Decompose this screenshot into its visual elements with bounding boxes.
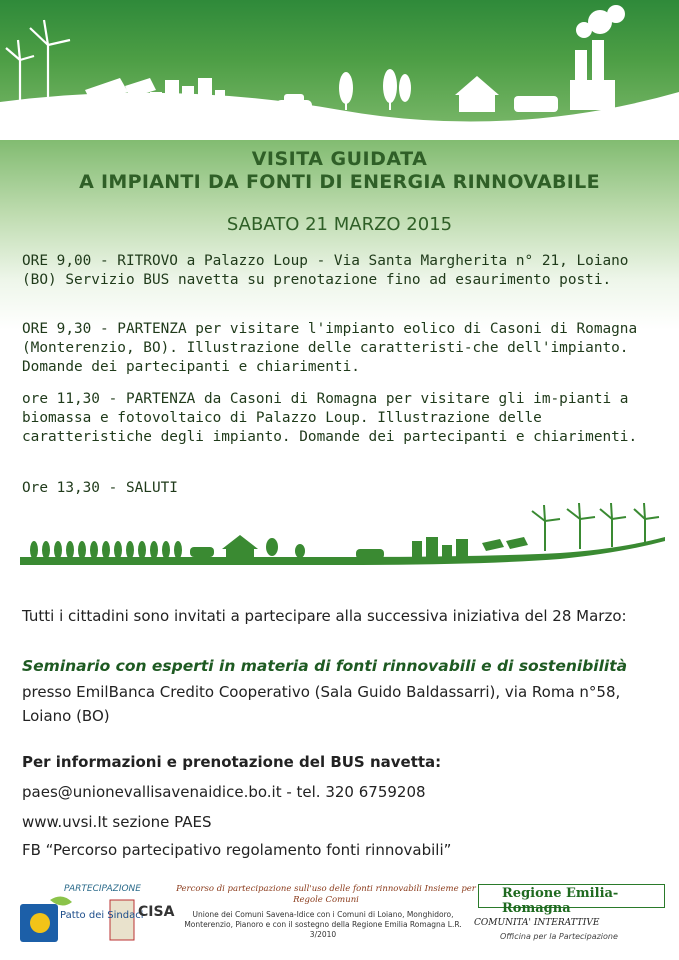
contact-heading: Per informazioni e prenotazione del BUS navetta: [22,753,442,771]
house-icon [222,535,258,558]
patto-title: PARTECIPAZIONE [64,884,141,894]
car-icon [276,94,312,112]
program-item-wind-visit: ORE 9,30 - PARTENZA per visitare l'impianto eolico di Casoni di Romagna (Monterenzio, BO). Illustrazione delle caratteristi-che dell'impianto. Domande dei partecipanti e chiarimenti. [22,321,638,375]
contact-email-phone[interactable]: paes@unionevallisavenaidice.bo.it - tel. 320 6759208 [22,783,426,801]
factory-icon [570,5,625,110]
car-icon [356,549,384,559]
house-icon [455,76,499,112]
program-item-meeting: ORE 9,00 - RITROVO a Palazzo Loup - Via Santa Margherita n° 21, Loiano (BO) Servizio BUS navetta su prenotazione fino ad esaurimento posti. [22,253,629,288]
building-icon [412,537,468,559]
program-item-biomass-visit: ore 11,30 - PARTENZA da Casoni di Romagna per visitare gli im-pianti a biomassa e fotovoltaico di Palazzo Loup. Illustrazione delle caratteristiche degli impianto. Domande dei partecipanti e chiarimenti. [22,391,638,445]
patto-name: Patto dei Sindaci [60,910,144,921]
wind-turbine-icon [6,20,70,102]
tree-icon [295,544,305,558]
solar-panel-icon [482,537,528,551]
green-landscape-divider [0,495,679,595]
unione-text: Unione dei Comuni Savena-Idice con i Comuni di Loiano, Monghidoro, Monterenzio, Pianoro e con il sostegno della Regione Emilia Romagna L.R. 3/2010 [184,910,462,939]
comunita-interattive-logo: COMUNITA' INTERATTIVE [474,918,600,928]
cisa-logo: CISA [138,904,175,920]
tree-icon [266,538,278,556]
program-item-closing: Ore 13,30 - SALUTI [22,480,178,496]
event-subtitle: A IMPIANTI DA FONTI DI ENERGIA RINNOVABILE [79,171,600,193]
seminar-title: Seminario con esperti in materia di fonti rinnovabili e di sostenibilità [22,657,628,675]
renewable-skyline-illustration [0,0,679,140]
percorso-text: Percorso di partecipazione sull'uso delle fonti rinnovabili Insieme per Regole Comuni [176,884,476,905]
regione-emilia-romagna-logo: Regione Emilia-Romagna [502,886,619,916]
website-link[interactable]: www.uvsi.It sezione PAES [22,813,212,831]
event-title: VISITA GUIDATA [251,148,428,170]
van-icon [190,547,214,557]
seminar-venue: presso EmilBanca Credito Cooperativo (Sala Guido Baldassarri), via Roma n°58, Loiano (BO) [22,683,621,725]
bus-icon [514,96,558,112]
invite-text: Tutti i cittadini sono invitati a partecipare alla successiva iniziativa del 28 Marzo: [22,607,627,625]
officina-partecipazione: Officina per la Partecipazione [500,932,618,941]
tree-row-icon [30,541,182,559]
event-date: SABATO 21 MARZO 2015 [226,214,453,235]
tree-icon [339,69,411,110]
facebook-link[interactable]: FB “Percorso partecipativo regolamento fonti rinnovabili” [22,841,452,859]
